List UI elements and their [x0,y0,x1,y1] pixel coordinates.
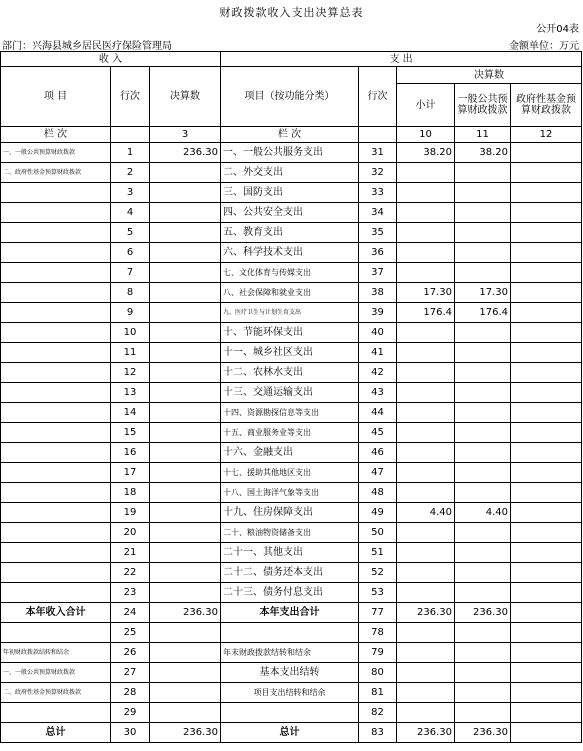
expense-item-cell: 十三、交通运输支出 [221,383,359,403]
income-row-no-cell: 20 [111,523,150,543]
subtotal-cell [397,543,455,563]
gov-fund-cell [511,263,582,283]
subtotal-cell [397,663,455,683]
table-row [1,523,582,543]
expense-item-cell: 总计 [221,723,359,743]
income-item-cell [1,563,111,583]
table-row [1,283,582,303]
gov-fund-cell [511,223,582,243]
column-label-right: 栏 次 [221,127,359,143]
gov-fund-cell [511,483,582,503]
gov-fund-cell [511,383,582,403]
expense-row-no-cell: 36 [359,243,397,263]
expense-row-no-cell: 46 [359,443,397,463]
subtotal-cell: 176.4 [397,303,455,323]
general-budget-cell: 176.4 [455,303,511,323]
expense-item-cell: 十八、国土海洋气象等支出 [221,483,359,503]
department-label: 部门：兴海县城乡居民医疗保险管理局 [2,41,172,52]
income-amount-cell [150,263,221,283]
gov-fund-cell [511,183,582,203]
income-item-cell [1,323,111,343]
final-group-header: 决算数 [397,67,582,84]
general-budget-cell: 236.30 [455,723,511,743]
subtotal-cell [397,383,455,403]
table-row [1,203,582,223]
column-number-10: 10 [397,127,455,143]
column-number-blank [111,127,150,143]
general-budget-cell [455,203,511,223]
income-row-no-cell: 6 [111,243,150,263]
expense-row-no-header: 行次 [359,67,397,127]
expense-row-no-cell: 77 [359,603,397,623]
column-number-12: 12 [511,127,582,143]
expense-item-cell: 四、公共安全支出 [221,203,359,223]
income-amount-cell [150,203,221,223]
income-amount-cell [150,163,221,183]
general-budget-cell [455,363,511,383]
general-budget-cell [455,423,511,443]
income-row-no-cell: 4 [111,203,150,223]
general-budget-cell [455,623,511,643]
subtotal-cell [397,343,455,363]
table-row [1,463,582,483]
income-row-no-cell: 28 [111,683,150,703]
expense-item-cell: 二十三、债务付息支出 [221,583,359,603]
income-item-cell [1,223,111,243]
expense-item-cell: 十五、商业服务业等支出 [221,423,359,443]
income-row-no-cell: 5 [111,223,150,243]
general-budget-cell [455,683,511,703]
income-amount-header: 决算数 [150,67,221,127]
subtotal-cell: 17.30 [397,283,455,303]
general-budget-cell [455,643,511,663]
gov-fund-cell [511,323,582,343]
income-amount-cell [150,423,221,443]
expense-row-no-cell: 52 [359,563,397,583]
subtotal-cell [397,623,455,643]
expense-item-cell: 二十、粮油物资储备支出 [221,523,359,543]
gov-fund-cell [511,543,582,563]
income-item-cell: 二、政府性基金预算财政拨款 [1,163,111,183]
income-item-header: 项 目 [1,67,111,127]
table-row [1,363,582,383]
subtotal-cell: 236.30 [397,723,455,743]
general-budget-cell [455,243,511,263]
gov-fund-cell [511,403,582,423]
income-row-no-cell: 21 [111,543,150,563]
income-item-cell [1,543,111,563]
table-row [1,423,582,443]
column-number-row [1,127,582,143]
general-budget-cell [455,443,511,463]
general-budget-cell [455,583,511,603]
income-item-cell [1,183,111,203]
income-amount-cell [150,343,221,363]
column-number-3: 3 [150,127,221,143]
income-amount-cell [150,663,221,683]
gov-fund-cell [511,243,582,263]
subtotal-cell [397,263,455,283]
gov-fund-cell [511,523,582,543]
expense-row-no-cell: 32 [359,163,397,183]
expense-row-no-cell: 53 [359,583,397,603]
expense-row-no-cell: 40 [359,323,397,343]
general-budget-cell: 38.20 [455,143,511,163]
income-row-no-cell: 13 [111,383,150,403]
income-amount-cell [150,243,221,263]
income-item-cell [1,483,111,503]
income-amount-cell [150,483,221,503]
income-row-no-cell: 30 [111,723,150,743]
subtotal-cell [397,203,455,223]
expense-item-cell: 七、文化体育与传媒支出 [221,263,359,283]
expense-item-cell: 五、教育支出 [221,223,359,243]
expense-item-cell: 本年支出合计 [221,603,359,623]
income-row-no-cell: 19 [111,503,150,523]
expense-item-cell: 二、外交支出 [221,163,359,183]
income-amount-cell [150,463,221,483]
general-budget-cell [455,663,511,683]
income-row-no-cell: 3 [111,183,150,203]
expense-row-no-cell: 78 [359,623,397,643]
expense-item-cell: 十九、住房保障支出 [221,503,359,523]
income-amount-cell [150,183,221,203]
expense-item-cell: 十一、城乡社区支出 [221,343,359,363]
income-amount-cell [150,623,221,643]
gov-fund-cell [511,303,582,323]
expense-row-no-cell: 81 [359,683,397,703]
gov-fund-cell [511,583,582,603]
gov-fund-cell [511,603,582,623]
subtotal-cell [397,403,455,423]
report-table [0,51,582,743]
column-number-11: 11 [455,127,511,143]
table-row [1,343,582,363]
table-row [1,263,582,283]
expense-row-no-cell: 42 [359,363,397,383]
subtotal-cell [397,563,455,583]
table-row [1,383,582,403]
expense-row-no-cell: 33 [359,183,397,203]
general-budget-cell [455,163,511,183]
subtotal-cell [397,423,455,443]
subtotal-cell [397,703,455,723]
column-label-left: 栏 次 [1,127,111,143]
income-row-no-cell: 9 [111,303,150,323]
subtotal-cell [397,323,455,343]
general-budget-cell [455,523,511,543]
expense-item-cell: 三、国防支出 [221,183,359,203]
income-item-cell [1,503,111,523]
column-number-blank [359,127,397,143]
general-budget-cell: 236.30 [455,603,511,623]
income-item-cell [1,243,111,263]
general-budget-cell [455,543,511,563]
income-item-cell [1,703,111,723]
expense-row-no-cell: 79 [359,643,397,663]
expense-row-no-cell: 48 [359,483,397,503]
income-row-no-cell: 29 [111,703,150,723]
table-row [1,503,582,523]
expense-row-no-cell: 51 [359,543,397,563]
expense-row-no-cell: 38 [359,283,397,303]
income-row-no-cell: 2 [111,163,150,183]
expense-item-cell: 基本支出结转 [221,663,359,683]
expense-row-no-cell: 50 [359,523,397,543]
subtotal-cell [397,643,455,663]
general-budget-cell [455,403,511,423]
general-budget-header: 一般公共预算财政拨款 [455,84,511,127]
income-row-no-cell: 7 [111,263,150,283]
gov-fund-cell [511,683,582,703]
subtotal-cell [397,443,455,463]
income-row-no-cell: 1 [111,143,150,163]
expense-row-no-cell: 49 [359,503,397,523]
income-item-cell: 二、政府性基金预算财政拨款 [1,683,111,703]
income-item-cell: 年初财政拨款结转和结余 [1,643,111,663]
income-amount-cell [150,583,221,603]
table-row [1,183,582,203]
report-title: 财政拨款收入支出决算总表 [219,6,364,19]
expense-row-no-cell: 83 [359,723,397,743]
subtotal-cell [397,183,455,203]
expense-item-header: 项目（按功能分类） [221,67,359,127]
expense-row-no-cell: 80 [359,663,397,683]
subtotal-cell [397,363,455,383]
expense-row-no-cell: 45 [359,423,397,443]
income-row-no-cell: 18 [111,483,150,503]
income-row-no-cell: 8 [111,283,150,303]
expense-item-cell: 二十二、债务还本支出 [221,563,359,583]
gov-fund-cell [511,283,582,303]
income-row-no-cell: 12 [111,363,150,383]
income-row-no-cell: 23 [111,583,150,603]
form-code: 公开04表 [536,24,579,35]
income-row-no-cell: 17 [111,463,150,483]
income-item-cell: 一、一般公共预算财政拨款 [1,143,111,163]
income-amount-cell [150,523,221,543]
income-item-cell [1,523,111,543]
expense-item-cell [221,623,359,643]
general-budget-cell [455,343,511,363]
expense-row-no-cell: 34 [359,203,397,223]
expense-item-cell: 九、医疗卫生与计划生育支出 [221,303,359,323]
expense-item-cell: 十二、农林水支出 [221,363,359,383]
income-item-cell: 本年收入合计 [1,603,111,623]
general-budget-cell [455,183,511,203]
table-row [1,723,582,743]
subtotal-cell [397,163,455,183]
subtotal-cell [397,683,455,703]
expense-row-no-cell: 31 [359,143,397,163]
expense-item-cell: 二十一、其他支出 [221,543,359,563]
gov-fund-cell [511,143,582,163]
general-budget-cell [455,383,511,403]
expense-row-no-cell: 47 [359,463,397,483]
expense-row-no-cell: 35 [359,223,397,243]
subtotal-cell [397,223,455,243]
gov-fund-cell [511,623,582,643]
expense-item-cell: 十七、援助其他地区支出 [221,463,359,483]
income-amount-cell: 236.30 [150,603,221,623]
income-item-cell [1,423,111,443]
income-amount-cell [150,223,221,243]
table-row [1,663,582,683]
income-amount-cell [150,323,221,343]
header-row-group [1,67,582,84]
table-row [1,223,582,243]
gov-fund-header: 政府性基金预算财政拨款 [511,84,582,127]
expense-row-no-cell: 44 [359,403,397,423]
income-item-cell: 总计 [1,723,111,743]
table-row [1,323,582,343]
expense-row-no-cell: 41 [359,343,397,363]
subtotal-header: 小计 [397,84,455,127]
table-row [1,643,582,663]
income-amount-cell [150,683,221,703]
gov-fund-cell [511,163,582,183]
income-amount-cell: 236.30 [150,143,221,163]
general-budget-cell: 17.30 [455,283,511,303]
income-amount-cell [150,543,221,563]
income-item-cell [1,443,111,463]
table-row [1,543,582,563]
income-item-cell [1,623,111,643]
income-row-no-cell: 14 [111,403,150,423]
expense-item-cell: 八、社会保障和就业支出 [221,283,359,303]
gov-fund-cell [511,423,582,443]
income-amount-cell [150,443,221,463]
income-item-cell [1,203,111,223]
gov-fund-cell [511,443,582,463]
gov-fund-cell [511,643,582,663]
expense-item-cell: 六、科学技术支出 [221,243,359,263]
income-item-cell [1,383,111,403]
income-amount-cell [150,563,221,583]
table-row [1,703,582,723]
income-amount-cell [150,283,221,303]
table-row [1,403,582,423]
general-budget-cell [455,563,511,583]
table-row [1,483,582,503]
table-row [1,583,582,603]
table-row [1,243,582,263]
general-budget-cell [455,263,511,283]
income-item-cell [1,343,111,363]
income-row-no-cell: 11 [111,343,150,363]
expense-item-cell [221,703,359,723]
expense-row-no-cell: 43 [359,383,397,403]
general-budget-cell [455,223,511,243]
income-amount-cell [150,403,221,423]
subtotal-cell [397,583,455,603]
subtotal-cell: 38.20 [397,143,455,163]
table-row [1,303,582,323]
income-amount-cell [150,503,221,523]
income-item-cell [1,303,111,323]
unit-label: 金额单位：万元 [509,41,579,52]
subtotal-cell: 236.30 [397,603,455,623]
expense-row-no-cell: 82 [359,703,397,723]
expense-item-cell: 十、节能环保支出 [221,323,359,343]
income-amount-cell [150,363,221,383]
gov-fund-cell [511,463,582,483]
income-amount-cell: 236.30 [150,723,221,743]
expense-item-cell: 年末财政拨款结转和结余 [221,643,359,663]
income-row-no-cell: 10 [111,323,150,343]
gov-fund-cell [511,503,582,523]
income-item-cell [1,283,111,303]
income-amount-cell [150,383,221,403]
general-budget-cell [455,323,511,343]
general-budget-cell [455,483,511,503]
table-row [1,563,582,583]
income-row-no-cell: 22 [111,563,150,583]
table-row [1,163,582,183]
expense-item-cell: 项目支出结转和结余 [221,683,359,703]
income-item-cell [1,463,111,483]
expense-header: 支 出 [221,52,582,67]
expense-row-no-cell: 37 [359,263,397,283]
table-row [1,443,582,463]
gov-fund-cell [511,563,582,583]
income-item-cell: 一、一般公共预算财政拨款 [1,663,111,683]
table-row [1,603,582,623]
income-row-no-cell: 16 [111,443,150,463]
general-budget-cell [455,703,511,723]
subtotal-cell: 4.40 [397,503,455,523]
expense-item-cell: 十四、资源勘探信息等支出 [221,403,359,423]
table-row [1,623,582,643]
gov-fund-cell [511,363,582,383]
income-item-cell [1,263,111,283]
income-amount-cell [150,703,221,723]
gov-fund-cell [511,343,582,363]
income-item-cell [1,583,111,603]
gov-fund-cell [511,723,582,743]
income-row-no-cell: 27 [111,663,150,683]
header-row-sections [1,52,582,67]
expense-row-no-cell: 39 [359,303,397,323]
gov-fund-cell [511,663,582,683]
income-row-no-cell: 26 [111,643,150,663]
subtotal-cell [397,463,455,483]
income-amount-cell [150,303,221,323]
income-row-no-header: 行次 [111,67,150,127]
income-header: 收 入 [1,52,221,67]
gov-fund-cell [511,203,582,223]
subtotal-cell [397,243,455,263]
income-amount-cell [150,643,221,663]
income-row-no-cell: 25 [111,623,150,643]
income-row-no-cell: 15 [111,423,150,443]
table-row [1,143,582,163]
income-row-no-cell: 24 [111,603,150,623]
table-row [1,683,582,703]
subtotal-cell [397,483,455,503]
income-item-cell [1,363,111,383]
expense-item-cell: 十六、金融支出 [221,443,359,463]
expense-item-cell: 一、一般公共服务支出 [221,143,359,163]
general-budget-cell [455,463,511,483]
general-budget-cell: 4.40 [455,503,511,523]
gov-fund-cell [511,703,582,723]
subtotal-cell [397,523,455,543]
income-item-cell [1,403,111,423]
